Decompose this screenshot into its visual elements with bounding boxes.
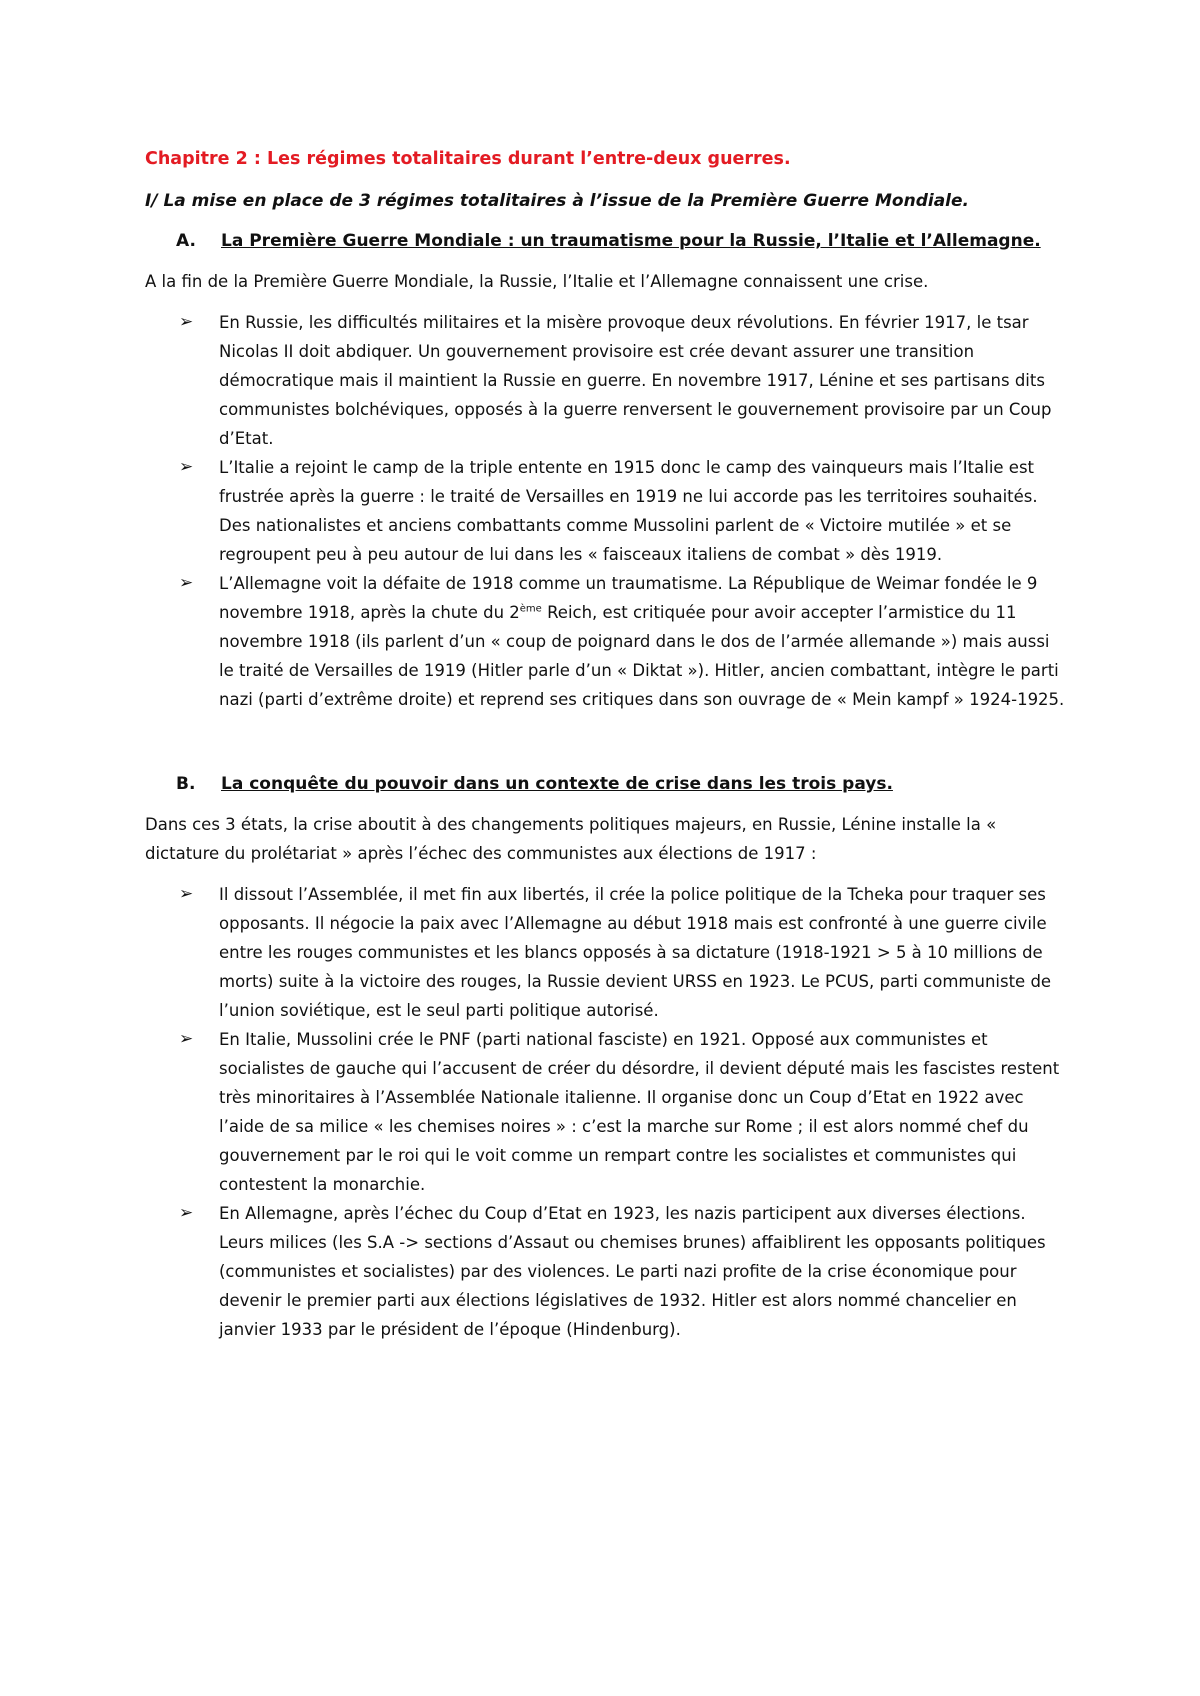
bullet-text-part-2: Reich, est critiquée pour avoir accepter l’armistice du 11 novembre 1918 (ils parlent d’un « coup de poignard dans le dos de l’armée allemande ») mais aussi le traité de Versailles de 1919 (Hitler parle d’un « Diktat »). Hitler, ancien combattant, intègre le parti nazi (parti d’extrême droite) et reprend ses critiques dans son ouvrage de « Mein kampf » 1924-1925. xyxy=(219,603,1065,709)
list-item xyxy=(145,1199,1065,1344)
arrow-bullet-icon: ➢ xyxy=(179,312,194,332)
bullet-list-a xyxy=(145,308,1065,714)
section-spacer xyxy=(145,714,1065,770)
subsection-a-heading xyxy=(176,227,1065,255)
bullet-text: Il dissout l’Assemblée, il met fin aux libertés, il crée la police politique de la Tcheka pour traquer ses opposants. Il négocie la paix avec l’Allemagne au début 1918 mais est confronté à une guerre civile entre les rouges communistes et les blancs opposés à sa dictature (1918-1921 > 5 à 10 millions de morts) suite à la victoire des rouges, la Russie devient URSS en 1923. Le PCUS, parti communiste de l’union soviétique, est le seul parti politique autorisé. xyxy=(219,885,1052,1020)
subsection-b-letter: B. xyxy=(176,774,196,794)
arrow-bullet-icon: ➢ xyxy=(179,1203,194,1223)
arrow-bullet-icon: ➢ xyxy=(179,573,194,593)
subsection-a-letter: A. xyxy=(176,231,196,251)
chapter-title: Chapitre 2 : Les régimes totalitaires durant l’entre-deux guerres. xyxy=(145,149,791,169)
arrow-bullet-icon: ➢ xyxy=(179,1029,194,1049)
bullet-text: En Russie, les difficultés militaires et la misère provoque deux révolutions. En février 1917, le tsar Nicolas II doit abdiquer. Un gouvernement provisoire est crée devant assurer une transition démocratique mais il maintient la Russie en guerre. En novembre 1917, Lénine et ses partisans dits communistes bolchéviques, opposés à la guerre renversent le gouvernement provisoire par un Coup d’Etat. xyxy=(219,313,1052,448)
bullet-text-part-1: L’Allemagne voit la défaite de 1918 comme un traumatisme. La République de Weimar fondée le 9 novembre 1918, après la chute du 2 xyxy=(219,574,1038,622)
section-title: I/ La mise en place de 3 régimes totalitaires à l’issue de la Première Guerre Mondiale. xyxy=(145,191,969,211)
list-item xyxy=(145,453,1065,569)
superscript-eme: ème xyxy=(519,603,542,615)
arrow-bullet-icon: ➢ xyxy=(179,457,194,477)
subsection-b-title: La conquête du pouvoir dans un contexte de crise dans les trois pays. xyxy=(221,774,893,794)
list-item xyxy=(145,308,1065,453)
list-item xyxy=(145,1025,1065,1199)
intro-paragraph-b: Dans ces 3 états, la crise aboutit à des changements politiques majeurs, en Russie, Lénine installe la « dictature du prolétariat » après l’échec des communistes aux élections de 1917 : xyxy=(145,815,997,863)
arrow-bullet-icon: ➢ xyxy=(179,884,194,904)
intro-paragraph-a: A la fin de la Première Guerre Mondiale, la Russie, l’Italie et l’Allemagne connaissent une crise. xyxy=(145,272,929,291)
list-item xyxy=(145,880,1065,1025)
list-item xyxy=(145,569,1065,714)
subsection-b-heading xyxy=(176,770,1065,798)
bullet-text: En Italie, Mussolini crée le PNF (parti national fasciste) en 1921. Opposé aux communistes et socialistes de gauche qui l’accusent de créer du désordre, il devient député mais les fascistes restent très minoritaires à l’Assemblée Nationale italienne. Il organise donc un Coup d’Etat en 1922 avec l’aide de sa milice « les chemises noires » : c’est la marche sur Rome ; il est alors nommé chef du gouvernement par le roi qui le voit comme un rempart contre les socialistes et communistes qui contestent la monarchie. xyxy=(219,1030,1060,1194)
document-content xyxy=(145,145,1065,1344)
bullet-list-b xyxy=(145,880,1065,1344)
bullet-text: L’Italie a rejoint le camp de la triple entente en 1915 donc le camp des vainqueurs mais l’Italie est frustrée après la guerre : le traité de Versailles en 1919 ne lui accorde pas les territoires souhaités. Des nationalistes et anciens combattants comme Mussolini parlent de « Victoire mutilée » et se regroupent peu à peu autour de lui dans les « faisceaux italiens de combat » dès 1919. xyxy=(219,458,1038,564)
bullet-text: En Allemagne, après l’échec du Coup d’Etat en 1923, les nazis participent aux diverses élections. Leurs milices (les S.A -> sections d’Assaut ou chemises brunes) affaiblirent les opposants politiques (communistes et socialistes) par des violences. Le parti nazi profite de la crise économique pour devenir le premier parti aux élections législatives de 1932. Hitler est alors nommé chancelier en janvier 1933 par le président de l’époque (Hindenburg). xyxy=(219,1204,1046,1339)
subsection-a-title: La Première Guerre Mondiale : un traumatisme pour la Russie, l’Italie et l’Allemagne. xyxy=(221,231,1041,251)
